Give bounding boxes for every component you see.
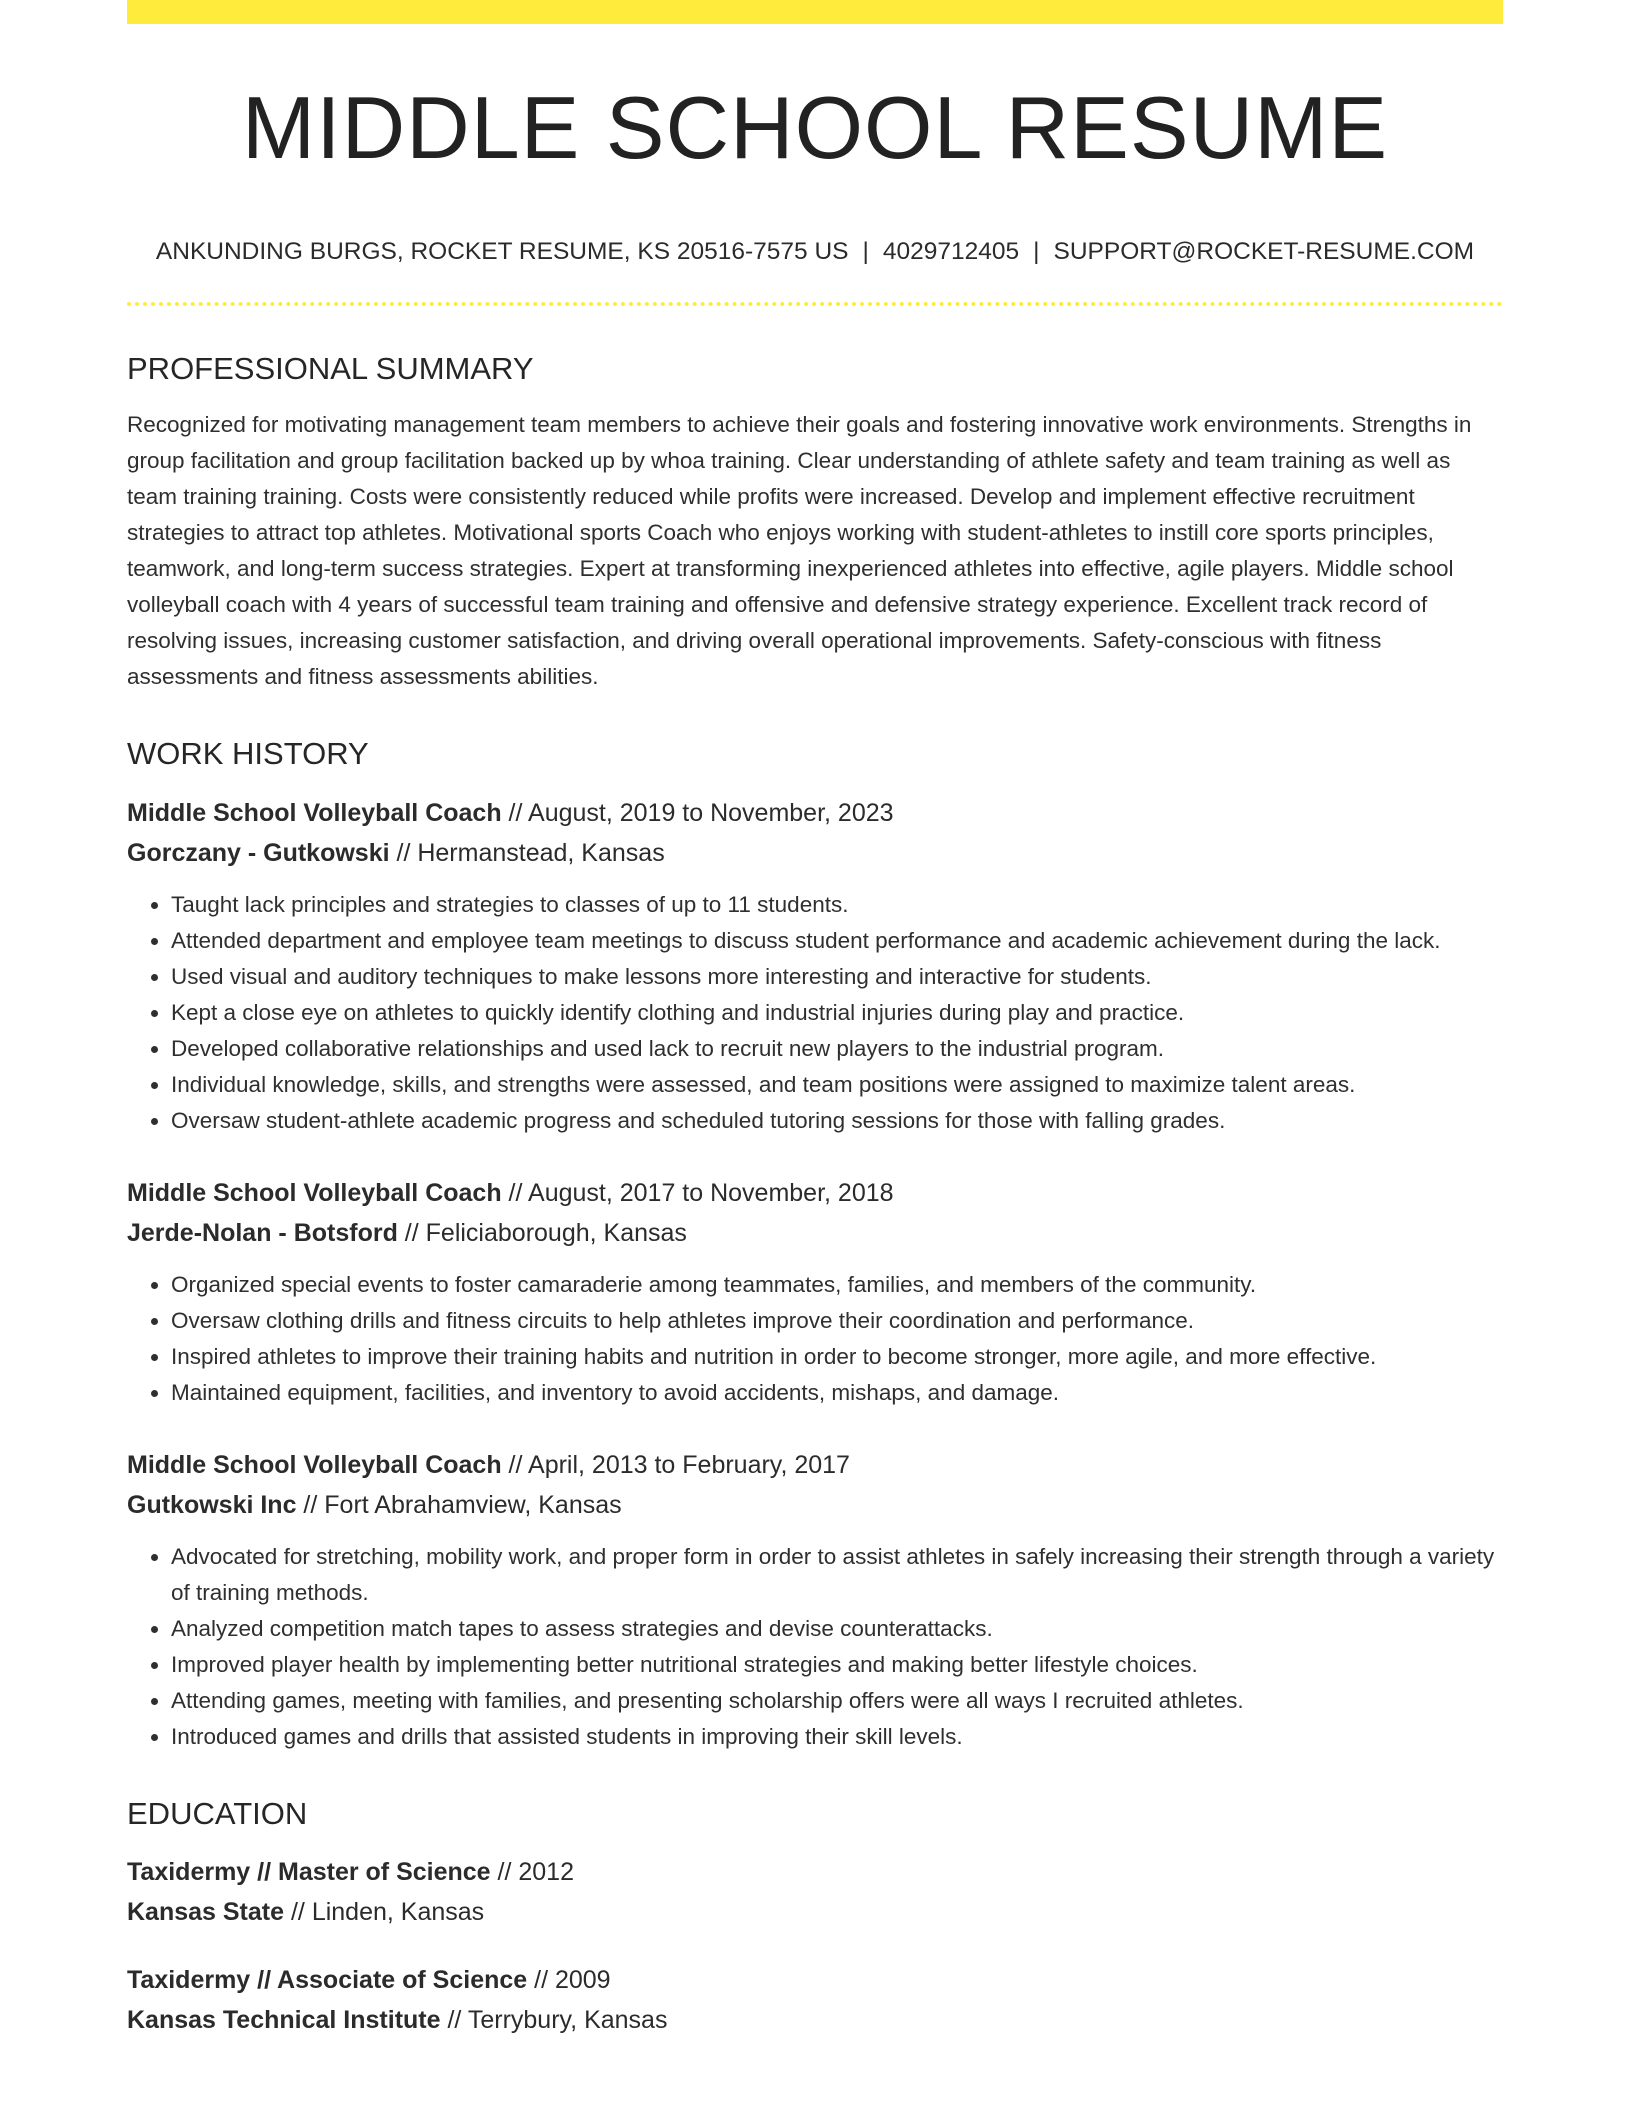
page-title: MIDDLE SCHOOL RESUME xyxy=(241,78,1389,177)
contact-address: ANKUNDING BURGS, ROCKET RESUME, KS 20516-7575 US xyxy=(155,237,849,265)
education-heading: EDUCATION xyxy=(127,1795,308,1831)
job-bullet: • Kept a close eye on athletes to quickly identify clothing and industrial injuries during play and practice. xyxy=(171,995,1503,1031)
job-bullet: • Advocated for stretching, mobility work, and proper form in order to assist athletes in safely increasing their strength through a variety of training methods. xyxy=(171,1539,1503,1611)
job-dates: // August, 2019 to November, 2023 xyxy=(501,798,894,827)
education-degree-line xyxy=(127,1852,1503,1892)
summary-heading: PROFESSIONAL SUMMARY xyxy=(127,351,534,387)
header-divider xyxy=(127,302,1503,306)
contact-phone: 4029712405 xyxy=(882,237,1020,265)
job-dates: // August, 2017 to November, 2018 xyxy=(501,1178,894,1207)
education-entry xyxy=(127,1960,1503,2040)
education-entry xyxy=(127,1852,1503,1932)
job-bullet: • Individual knowledge, skills, and strengths were assessed, and team positions were assigned to maximize talent areas. xyxy=(171,1067,1503,1103)
job-bullet: • Introduced games and drills that assisted students in improving their skill levels. xyxy=(171,1719,1503,1755)
job-bullet: • Oversaw student-athlete academic progress and scheduled tutoring sessions for those with falling grades. xyxy=(171,1103,1503,1139)
contact-line xyxy=(127,237,1503,266)
job-title-line xyxy=(127,1445,1503,1485)
job-bullets xyxy=(127,1267,1503,1411)
job-bullet: • Developed collaborative relationships and used lack to recruit new players to the industrial program. xyxy=(171,1031,1503,1067)
job-company: Jerde-Nolan - Botsford xyxy=(127,1218,398,1247)
job-title-line xyxy=(127,1173,1503,1213)
job-bullet: • Taught lack principles and strategies to classes of up to 11 students. xyxy=(171,887,1503,923)
job-entry xyxy=(127,1445,1503,1755)
education-location: // Linden, Kansas xyxy=(284,1897,485,1926)
job-company: Gorczany - Gutkowski xyxy=(127,838,390,867)
education-year: // 2009 xyxy=(527,1965,611,1994)
job-bullet: • Maintained equipment, facilities, and inventory to avoid accidents, mishaps, and damage. xyxy=(171,1375,1503,1411)
job-bullet: • Oversaw clothing drills and fitness circuits to help athletes improve their coordination and performance. xyxy=(171,1303,1503,1339)
job-title-line xyxy=(127,793,1503,833)
education-school: Kansas State xyxy=(127,1897,285,1926)
work-history-list xyxy=(127,793,1503,1755)
job-bullets xyxy=(127,1539,1503,1755)
accent-top-bar xyxy=(127,0,1503,24)
resume-page xyxy=(127,0,1503,2040)
job-location: // Feliciaborough, Kansas xyxy=(397,1218,687,1247)
work-history-heading: WORK HISTORY xyxy=(127,736,369,772)
job-entry xyxy=(127,793,1503,1139)
job-bullet: • Inspired athletes to improve their training habits and nutrition in order to become stronger, more agile, and more effective. xyxy=(171,1339,1503,1375)
job-title: Middle School Volleyball Coach xyxy=(127,1178,502,1207)
job-company-line xyxy=(127,1213,1503,1253)
education-list xyxy=(127,1852,1503,2040)
job-location: // Fort Abrahamview, Kansas xyxy=(296,1490,622,1519)
job-location: // Hermanstead, Kansas xyxy=(389,838,665,867)
job-bullet: • Organized special events to foster camaraderie among teammates, families, and members of the community. xyxy=(171,1267,1503,1303)
job-bullets xyxy=(127,887,1503,1139)
education-school: Kansas Technical Institute xyxy=(127,2005,441,2034)
job-bullet: • Used visual and auditory techniques to make lessons more interesting and interactive for students. xyxy=(171,959,1503,995)
job-bullet: • Attended department and employee team meetings to discuss student performance and academic achievement during the lack. xyxy=(171,923,1503,959)
job-company: Gutkowski Inc xyxy=(127,1490,297,1519)
job-company-line xyxy=(127,833,1503,873)
job-company-line xyxy=(127,1485,1503,1525)
education-year: // 2012 xyxy=(490,1857,574,1886)
contact-email: SUPPORT@ROCKET-RESUME.COM xyxy=(1053,237,1475,265)
job-bullet: • Analyzed competition match tapes to assess strategies and devise counterattacks. xyxy=(171,1611,1503,1647)
contact-separator: | xyxy=(862,237,869,265)
education-school-line xyxy=(127,2000,1503,2040)
job-title: Middle School Volleyball Coach xyxy=(127,1450,502,1479)
education-school-line xyxy=(127,1892,1503,1932)
job-dates: // April, 2013 to February, 2017 xyxy=(501,1450,850,1479)
job-bullet: • Attending games, meeting with families, and presenting scholarship offers were all ways I recruited athletes. xyxy=(171,1683,1503,1719)
education-degree: Taxidermy // Master of Science xyxy=(127,1857,491,1886)
education-location: // Terrybury, Kansas xyxy=(440,2005,668,2034)
education-degree: Taxidermy // Associate of Science xyxy=(127,1965,528,1994)
contact-separator: | xyxy=(1033,237,1040,265)
job-bullet: • Improved player health by implementing better nutritional strategies and making better lifestyle choices. xyxy=(171,1647,1503,1683)
job-entry xyxy=(127,1173,1503,1411)
job-title: Middle School Volleyball Coach xyxy=(127,798,502,827)
summary-text: Recognized for motivating management team members to achieve their goals and fostering innovative work environments. Strengths in group facilitation and group facilitation backed up by whoa training. Clear understanding of athlete safety and team training as well as team training training. Costs were consistently reduced while profits were increased. Develop and implement effective recruitment strategies to attract top athletes. Motivational sports Coach who enjoys working with student-athletes to instill core sports principles, teamwork, and long-term success strategies. Expert at transforming inexperienced athletes into effective, agile players. Middle school volleyball coach with 4 years of successful team training and offensive and defensive strategy experience. Excellent track record of resolving issues, increasing customer satisfaction, and driving overall operational improvements. Safety-conscious with fitness assessments and fitness assessments abilities. xyxy=(127,412,1472,690)
education-degree-line xyxy=(127,1960,1503,2000)
